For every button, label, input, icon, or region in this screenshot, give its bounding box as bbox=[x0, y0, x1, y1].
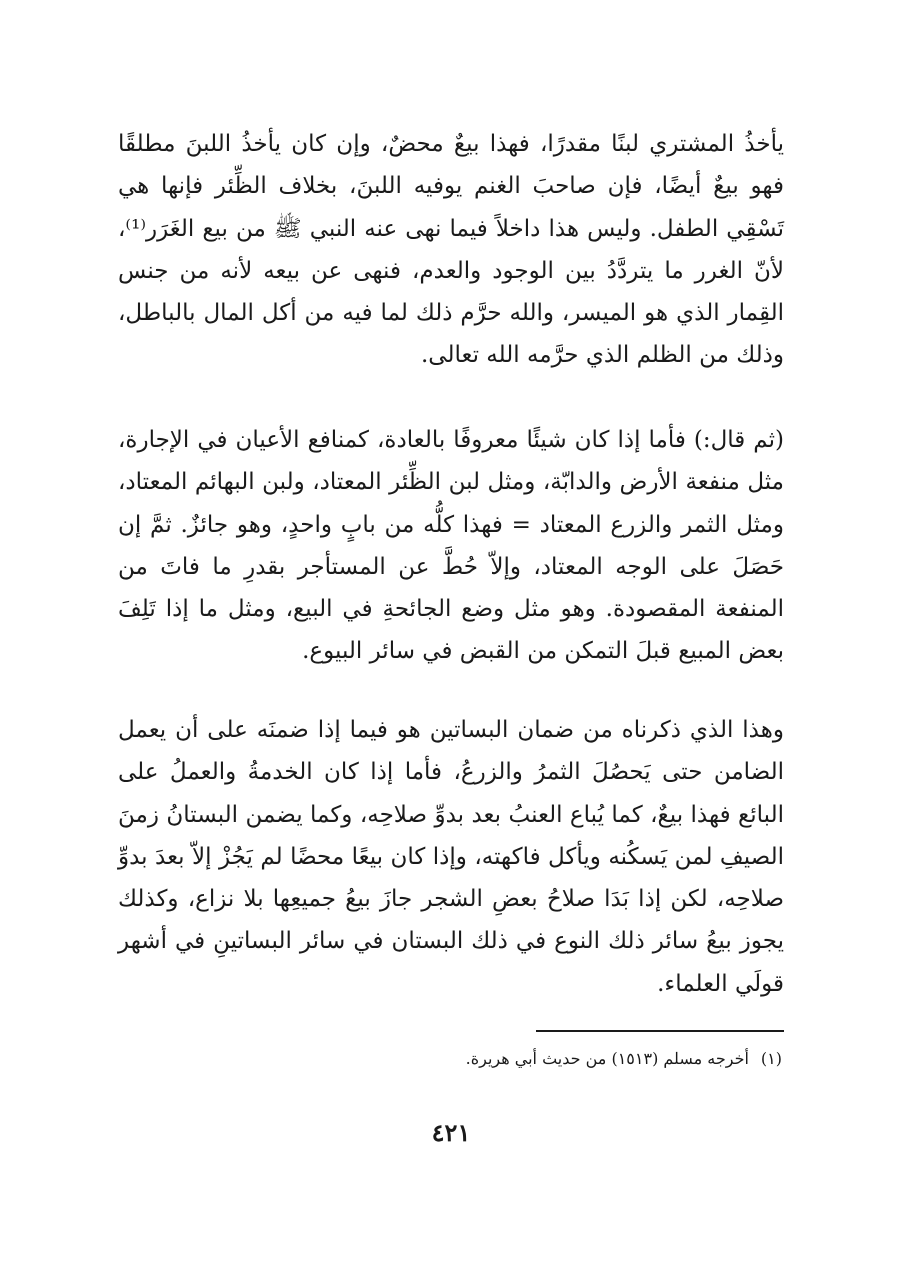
footnote-number: (١) bbox=[760, 1049, 782, 1068]
footnote-text: أخرجه مسلم (١٥١٣) من حديث أبي هريرة. bbox=[465, 1049, 749, 1068]
page-number: ٤٢١ bbox=[431, 1118, 471, 1147]
book-page bbox=[118, 0, 784, 1271]
footnote bbox=[142, 1046, 782, 1072]
paragraph-2: (ثم قال:) فأما إذا كان شيئًا معروفًا بالعادة، كمنافع الأعيان في الإجارة، مثل منفعة الأرض والدابّة، ومثل لبن الظِّئر المعتاد، ولبن البهائم المعتاد، ومثل الثمر والزرع المعتاد = فهذا كلُّه من بابٍ واحدٍ، وهو جائزٌ. ثمَّ إن حَصَلَ على الوجه المعتاد، وإلاّ حُطَّ عن المستأجر بقدرِ ما فاتَ من المنفعة المقصودة. وهو مثل وضع الجائحةِ في البيع، ومثل ما إذا تَلِفَ بعض المبيع قبلَ التمكن من القبض في سائر البيوع. bbox=[118, 427, 784, 665]
paragraph-3: وهذا الذي ذكرناه من ضمان البساتين هو فيما إذا ضمنَه على أن يعمل الضامن حتى يَحصُلَ الثمرُ والزرعُ، فأما إذا كان الخدمةُ والعملُ على البائع فهذا بيعٌ، كما يُباع العنبُ بعد بدوِّ صلاحِه، وكما يضمن البستانُ زمنَ الصيفِ لمن يَسكُنه ويأكل فاكهته، وإذا كان بيعًا محضًا لم يَجُزْ إلاّ بعدَ بدوِّ صلاحِه، لكن إذا بَدَا صلاحُ بعضِ الشجر جازَ بيعُ جميعِها بلا نزاع، وكذلك يجوز بيعُ سائر ذلك النوع في ذلك البستان في سائر البساتينِ في أشهر قولَي العلماء. bbox=[118, 717, 784, 997]
paragraph-1: يأخذُ المشتري لبنًا مقدرًا، فهذا بيعٌ محضٌ، وإن كان يأخذُ اللبنَ مطلقًا فهو بيعٌ أيضًا، فإن صاحبَ الغنم يوفيه اللبنَ، بخلاف الظِّئر فإنها هي تَسْقِي الطفل. وليس هذا داخلاً فيما نهى عنه النبي ﷺ من بيع الغَرَر⁽¹⁾، لأنّ الغرر ما يتردَّدُ بين الوجود والعدم، فنهى عن بيعه لأنه من جنس القِمار الذي هو الميسر، والله حرَّم ذلك لما فيه من أكل المال بالباطل، وذلك من الظلم الذي حرَّمه الله تعالى. bbox=[118, 131, 784, 369]
footnote-separator bbox=[536, 1030, 784, 1032]
